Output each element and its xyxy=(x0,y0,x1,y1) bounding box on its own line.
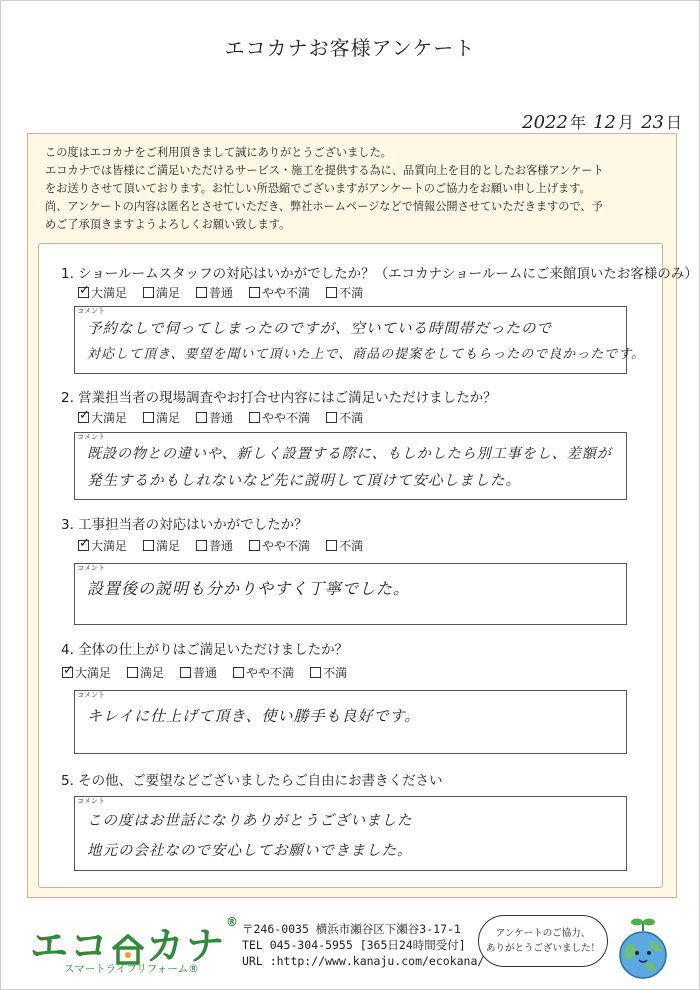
option-very-satisfied[interactable]: ✓ 大満足 xyxy=(62,664,111,681)
date-year: 2022 xyxy=(522,112,568,133)
option-dissatisfied[interactable]: 不満 xyxy=(326,284,363,301)
comment-line: 地元の会社なので安心してお願いできました。 xyxy=(87,843,413,859)
company-tel: TEL 045-304-5955 [365日24時間受付] xyxy=(242,938,466,952)
checkbox[interactable] xyxy=(310,667,321,678)
comment-line: 設置後の説明も分かりやすく丁寧でした。 xyxy=(87,579,411,598)
comment-label: コメント xyxy=(77,433,105,441)
date-month: 12 xyxy=(593,112,616,133)
option-very-satisfied[interactable]: ✓ 大満足 xyxy=(78,409,127,426)
checkbox[interactable] xyxy=(62,667,73,678)
checkbox[interactable] xyxy=(143,287,154,298)
comment-box-1[interactable] xyxy=(74,306,646,374)
comment-line: キレイに仕上げて頂き、使い勝手も良好です。 xyxy=(87,707,421,725)
checkbox[interactable] xyxy=(249,412,260,423)
option-very-satisfied[interactable]: ✓ 大満足 xyxy=(78,284,127,301)
option-neutral[interactable]: 普通 xyxy=(196,537,233,554)
company-info xyxy=(242,921,484,969)
rating-options-4 xyxy=(62,664,363,681)
comment-label: コメント xyxy=(77,691,105,699)
intro-line: この度はエコカナをご利用頂きまして誠にありがとうございました。 xyxy=(45,146,392,159)
rating-options-2 xyxy=(78,409,379,426)
option-satisfied[interactable]: 満足 xyxy=(127,664,164,681)
checkbox[interactable] xyxy=(249,287,260,298)
date-month-unit: 月 xyxy=(617,113,634,132)
option-satisfied[interactable]: 満足 xyxy=(143,284,180,301)
checkbox[interactable] xyxy=(78,412,89,423)
option-satisfied[interactable]: 満足 xyxy=(143,409,180,426)
comment-label: コメント xyxy=(77,307,105,315)
option-dissatisfied[interactable]: 不満 xyxy=(326,409,363,426)
option-very-satisfied[interactable]: ✓ 大満足 xyxy=(78,537,127,554)
registered-mark: ® xyxy=(226,915,241,929)
company-url[interactable]: URL :http://www.kanaju.com/ecokana/ xyxy=(242,954,485,968)
checkbox[interactable] xyxy=(143,412,154,423)
checkbox[interactable] xyxy=(196,412,207,423)
date-year-unit: 年 xyxy=(569,113,586,132)
intro-line: めご了承頂きますようよろしくお願い致します。 xyxy=(45,218,291,231)
intro-line: エコカナでは皆様にご満足いただけるサービス・施工を提供する為に、品質向上を目的としたお客様アンケート xyxy=(45,164,604,177)
option-neutral[interactable]: 普通 xyxy=(196,409,233,426)
option-somewhat-dissatisfied[interactable]: やや不満 xyxy=(249,409,310,426)
date-day: 23 xyxy=(641,112,664,133)
footer xyxy=(0,905,700,985)
logo-subtitle: スマートライフリフォーム® xyxy=(64,963,199,975)
intro-line: 尚、アンケートの内容は匿名とさせていただき、弊社ホームページなどで情報公開させていただきますので、予 xyxy=(45,200,603,213)
thanks-bubble: アンケートのご協力、 ありがとうございました！ xyxy=(478,915,608,967)
comment-box-5[interactable] xyxy=(74,796,627,871)
comment-line: 予約なしで伺ってしまったのですが、空いている時間帯だったので xyxy=(87,321,552,337)
checkbox[interactable] xyxy=(143,540,154,551)
option-somewhat-dissatisfied[interactable]: やや不満 xyxy=(233,664,294,681)
checkbox[interactable] xyxy=(196,540,207,551)
checkbox[interactable] xyxy=(180,667,191,678)
question-3: 3. 工事担当者の対応はいかがでしたか？ xyxy=(61,517,308,533)
rating-options-1 xyxy=(78,284,379,301)
page-title: エコカナお客様アンケート xyxy=(224,36,476,60)
question-4: 4. 全体の仕上がりはご満足いただけましたか？ xyxy=(61,642,349,658)
option-neutral[interactable]: 普通 xyxy=(180,664,217,681)
checkbox[interactable] xyxy=(326,412,337,423)
company-address: 〒246-0035 横浜市瀬谷区下瀬谷3-17-1 xyxy=(242,922,461,936)
intro-text xyxy=(45,144,665,234)
comment-box-4[interactable] xyxy=(74,690,627,754)
option-dissatisfied[interactable]: 不満 xyxy=(326,537,363,554)
comment-box-2[interactable] xyxy=(74,432,627,500)
comment-box-3[interactable] xyxy=(74,563,627,625)
comment-line: 発生するかもしれないなど先に説明して頂けて安心しました。 xyxy=(87,473,521,489)
option-dissatisfied[interactable]: 不満 xyxy=(310,664,347,681)
checkbox[interactable] xyxy=(326,540,337,551)
checkbox[interactable] xyxy=(326,287,337,298)
checkbox[interactable] xyxy=(233,667,244,678)
date-day-unit: 日 xyxy=(665,113,682,132)
checkbox[interactable] xyxy=(127,667,138,678)
checkbox[interactable] xyxy=(78,287,89,298)
option-somewhat-dissatisfied[interactable]: やや不満 xyxy=(249,284,310,301)
question-1: 1. ショールームスタッフの対応はいかがでしたか？（エコカナショールームにご来館頂いたお客様のみ） xyxy=(61,266,698,282)
survey-date xyxy=(520,110,682,133)
checkbox[interactable] xyxy=(78,540,89,551)
intro-line: をお送りさせて頂いております。お忙しい所恐縮でございますがアンケートのご協力をお願い申し上げます。 xyxy=(45,182,591,195)
option-somewhat-dissatisfied[interactable]: やや不満 xyxy=(249,537,310,554)
comment-line: 既設の物との違いや、新しく設置する際に、もしかしたら別工事をし、差額が xyxy=(87,446,612,462)
option-neutral[interactable]: 普通 xyxy=(196,284,233,301)
question-5: 5. その他、ご要望などございましたらご自由にお書きください xyxy=(61,773,443,789)
option-satisfied[interactable]: 満足 xyxy=(143,537,180,554)
comment-label: コメント xyxy=(77,797,105,805)
comment-line: この度はお世話になりありがとうございました xyxy=(87,813,413,829)
comment-line: 対応して頂き、要望を聞いて頂いた上で、商品の提案をしてもらったので良かったです。 xyxy=(87,347,646,362)
ecokana-logo: エコ カナ® xyxy=(30,915,241,968)
checkbox[interactable] xyxy=(196,287,207,298)
checkbox[interactable] xyxy=(249,540,260,551)
rating-options-3 xyxy=(78,537,379,554)
question-2: 2. 営業担当者の現場調査やお打合せ内容にはご満足いただけましたか？ xyxy=(61,390,497,406)
comment-label: コメント xyxy=(77,564,105,572)
earth-mascot-icon xyxy=(612,917,674,983)
